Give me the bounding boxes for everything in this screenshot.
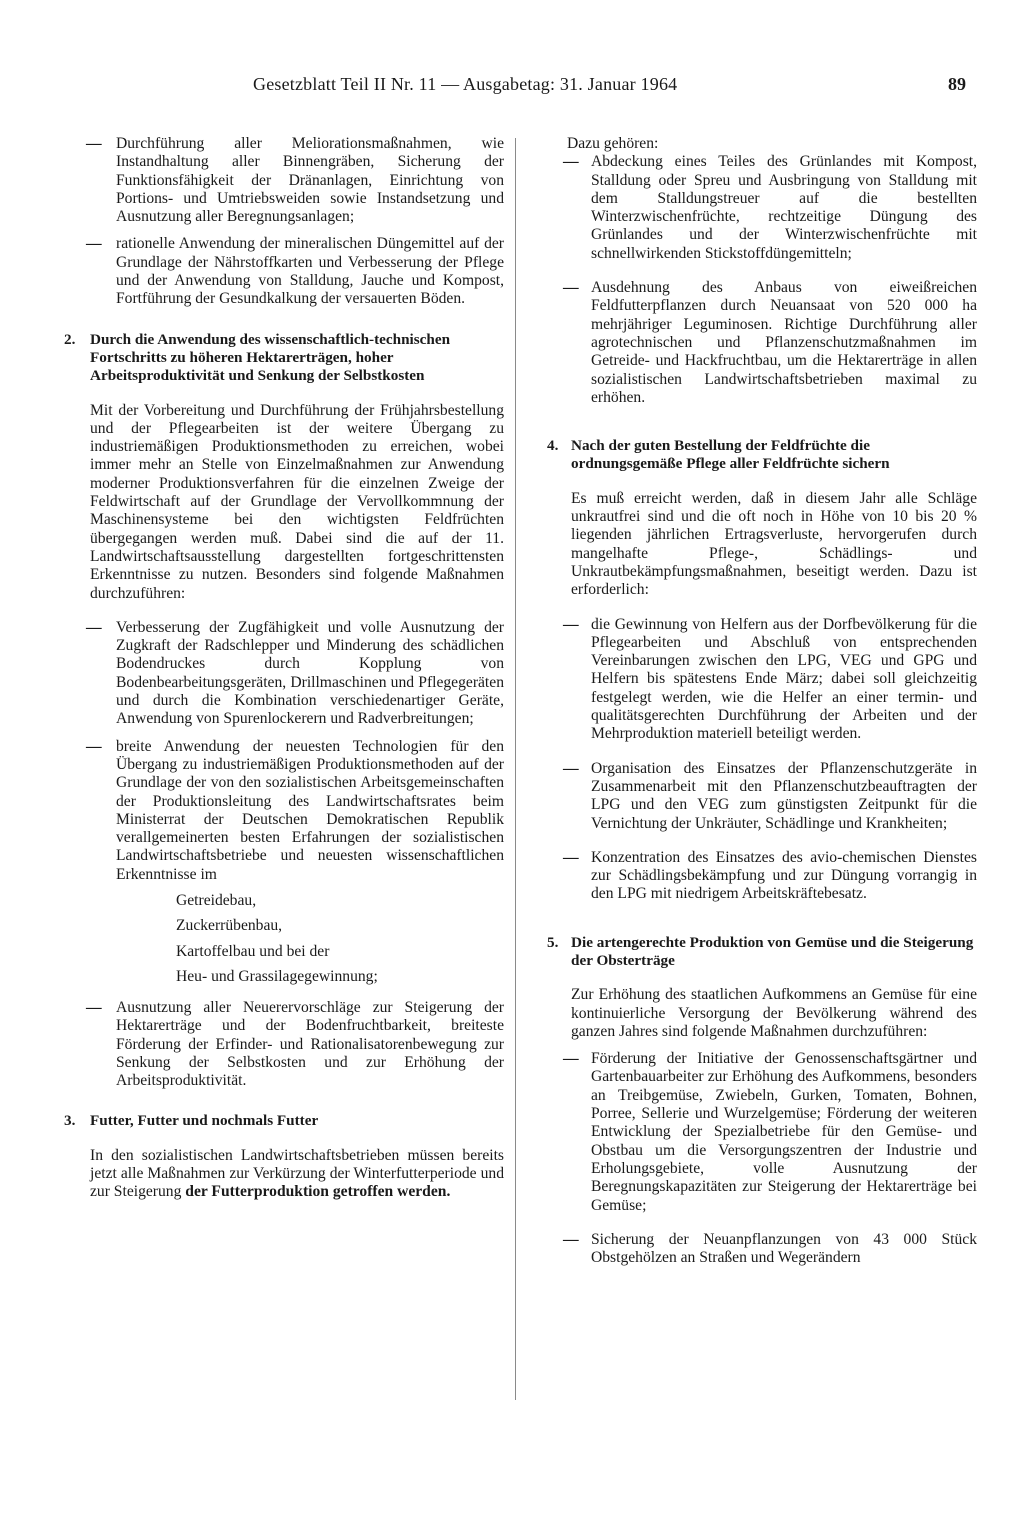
list-item-text: Konzentration des Einsatzes des avio-chemischen Dienstes zur Schädlingsbekämpfung und zur Düngung vorrangig in den LPG mit niedrigem Arbeitskräftebesatz. <box>591 848 977 903</box>
section-number: 4. <box>547 437 559 455</box>
list-item <box>64 235 504 308</box>
dash-marker: — <box>563 153 579 171</box>
section-heading <box>64 1112 504 1130</box>
list-item <box>547 849 977 904</box>
crop-item: Getreidebau, <box>176 891 257 909</box>
list-item-text: rationelle Anwendung der mineralischen Düngemittel auf der Grundlage der Nährstoffkarten und Verbesserung der Pflege und der Anwendung von Stalldung, Jauche und Kompost, Fortführung der Gesundkalkung der versauerten Böden. <box>116 235 504 308</box>
dash-marker: — <box>563 759 579 777</box>
section-title: Die artengerechte Produktion von Gemüse und die Steigerung der Obsterträge <box>571 933 974 969</box>
list-item <box>64 135 504 226</box>
list-item-text: Sicherung der Neuanpflanzungen von 43 000 Stück Obstgehölzen an Straßen und Wegerändern <box>591 1230 977 1267</box>
list-item-text: Durchführung aller Meliorationsmaßnahmen, wie Instandhaltung aller Binnengräben, Sicherung der Funktionsfähigkeit der Dränanlagen, Einrichtung von Portions- und Umtriebsweiden sowie Instandsetzung und Ausnutzung aller Beregnungsanlagen; <box>116 135 504 226</box>
dash-marker: — <box>563 615 579 633</box>
paragraph: Mit der Vorbereitung und Durchführung der Frühjahrsbestellung und der Pflegearbeiten ist der weitere Übergang zu industriemäßigen Produktionsmethoden zu erreichen, wobei immer mehr an Stelle von Einzelmaßnahmen zur Anwendung moderner Produktionsverfahren für die einzelnen Zweige der Feldwirtschaft auf der Grundlage der Vervollkommnung der Maschinensysteme bei den wichtigsten Feldfrüchten übergegangen werden muß. Dabei sind die auf der 11. Landwirtschaftsausstellung dargestellten fortgeschrittensten Erkenntnisse zu nutzen. Besonders sind folgende Maßnahmen durchzuführen: <box>90 401 504 602</box>
dash-marker: — <box>86 135 102 152</box>
page-header <box>0 74 1024 104</box>
page-number: 89 <box>948 74 966 94</box>
section-number: 2. <box>64 330 76 348</box>
intro-text: Dazu gehören: <box>567 135 659 152</box>
list-item <box>64 619 504 729</box>
column-divider <box>515 138 516 1400</box>
header-title: Gesetzblatt Teil II Nr. 11 — Ausgabetag: 31. Januar 1964 <box>253 74 678 94</box>
crop-item: Kartoffelbau und bei der <box>176 942 330 960</box>
paragraph-bold-text: der Futterproduktion getroffen werden. <box>185 1183 451 1201</box>
list-item <box>64 999 504 1090</box>
section-heading <box>547 437 977 474</box>
dash-marker: — <box>563 1050 579 1068</box>
section-heading <box>64 331 504 386</box>
list-item <box>547 279 977 407</box>
section-title: Futter, Futter und nochmals Futter <box>90 1112 319 1130</box>
list-item <box>547 616 977 744</box>
section-number: 3. <box>64 1112 76 1130</box>
left-column <box>64 135 504 1202</box>
section-title: Durch die Anwendung des wissenschaftlich-technischen Fortschritts zu höheren Hektarerträgen, hoher Arbeitsproduktivität und Senkung der Selbstkosten <box>90 330 451 385</box>
list-item <box>547 153 977 263</box>
section-number: 5. <box>547 933 559 951</box>
dash-marker: — <box>86 998 102 1016</box>
list-item-text: Verbesserung der Zugfähigkeit und volle Ausnutzung der Zugkraft der Radschlepper und Minderung des schädlichen Bodendruckes durch Kopplung von Bodenbearbeitungsgeräten, Drillmaschinen und Pflegegeräten und durch die Kombination verschiedenartiger Geräte, Anwendung von Spurenlockerern und Radverbreitungen; <box>116 618 504 728</box>
dash-marker: — <box>86 618 102 636</box>
list-item <box>547 1231 977 1268</box>
dash-marker: — <box>563 279 579 297</box>
dash-marker: — <box>86 235 102 253</box>
paragraph-text: In den sozialistischen Landwirtschaftsbetrieben müssen bereits jetzt alle Maßnahmen zur Verkürzung der Winterfutterperiode und zur Steigerung <box>90 1146 504 1201</box>
list-item-text: Ausdehnung des Anbaus von eiweißreichen Feldfutterpflanzen durch Neuansaat von 520 000 ha mehrjähriger Leguminosen. Richtige Durchführung aller agrotechnischen und Pflanzenschutzmaßnahmen im Getreide- und Hackfruchtbau, um die Hektarerträge in allen sozialistischen Landwirtschaftsbetrieben maximal zu erhöhen. <box>591 279 977 406</box>
section-heading <box>547 934 977 971</box>
list-item <box>547 1050 977 1215</box>
list-item-text: Organisation des Einsatzes der Pflanzenschutzgeräte in Zusammenarbeit mit den Pflanzenschutzbeauftragten der LPG und den VEG zum günstigsten Zeitpunkt für die Vernichtung der Unkräuter, Schädlinge und Krankheiten; <box>591 759 977 832</box>
list-item-text: Abdeckung eines Teiles des Grünlandes mit Kompost, Stalldung oder Spreu und Ausbringung von Stalldung mit dem Stalldungstreuer auf die bestellten Winterzwischenfrüchte, rechtzeitige Düngung des Grünlandes und der Winterzwischenfrüchte mit schnellwirkenden Stickstoffdüngemitteln; <box>591 153 977 262</box>
list-item <box>64 738 504 884</box>
dash-marker: — <box>563 848 579 866</box>
list-item <box>547 760 977 833</box>
dash-marker: — <box>86 737 102 755</box>
list-item-text: die Gewinnung von Helfern aus der Dorfbevölkerung für die Pflegearbeiten und Abschluß von entsprechenden Vereinbarungen zwischen den LPG, VEG und GPG und Helfern bis spätestens Ende März; dabei soll gleichzeitig festgelegt werden, wie die Helfer an einer termin- und qualitätsgerechten Durchführung der Arbeiten und der Mehrproduktion materiell beteiligt werden. <box>591 615 977 743</box>
paragraph <box>64 1147 504 1202</box>
right-column <box>547 135 977 1267</box>
crop-item: Heu- und Grassilagegewinnung; <box>176 968 378 986</box>
section-title: Nach der guten Bestellung der Feldfrüchte die ordnungsgemäße Pflege aller Feldfrüchte sichern <box>571 437 890 473</box>
list-item-text: Förderung der Initiative der Genossenschaftsgärtner und Gartenbauarbeiter zur Erhöhung des Aufkommens, besonders an Treibgemüse, Zwiebeln, Gurken, Tomaten, Bohnen, Porree, Sellerie und Wurzelgemüse; Förderung der weiteren Entwicklung der Spezialbetriebe für den Gemüse- und Obstbau um die Versorgungszentren der Industrie und Erholungsgebiete, volle Ausnutzung der Beregnungskapazitäten zur Steigerung der Hektarerträge bei Gemüse; <box>591 1050 977 1214</box>
list-item-text: breite Anwendung der neuesten Technologien für den Übergang zu industriemäßigen Produktionsmethoden auf der Grundlage der von den sozialistischen Arbeitsgemeinschaften der Produktionsleitung des Landwirtschaftsrates beim Ministerrat der Deutschen Demokratischen Republik verallgemeinerten besten Erfahrungen der sozialistischen Landwirtschaftsbetriebe und neuesten wissenschaftlichen Erkenntnisse im <box>116 737 504 883</box>
dash-marker: — <box>563 1230 579 1248</box>
paragraph: Es muß erreicht werden, daß in diesem Jahr alle Schläge unkrautfrei sind und die oft noch in Höhe von 10 bis 20 % liegenden jährlichen Ertragsverluste, hervorgerufen durch mangelhafte Pflege-, Schädlings- und Unkrautbekämpfungsmaßnahmen, beseitigt werden. Dazu ist erforderlich: <box>571 489 977 599</box>
list-item-text: Ausnutzung aller Neuerervorschläge zur Steigerung der Hektarerträge und der Bodenfruchtbarkeit, breiteste Förderung der Erfinder- und Rationalisatorenbewegung zur Senkung der Selbstkosten und zur Erhöhung der Arbeitsproduktivität. <box>116 998 504 1090</box>
crop-item: Zuckerrübenbau, <box>176 917 283 935</box>
paragraph: Zur Erhöhung des staatlichen Aufkommens an Gemüse für eine kontinuierliche Versorgung der Bevölkerung während des ganzen Jahres sind folgende Maßnahmen durchzuführen: <box>571 986 977 1040</box>
crop-list <box>64 888 504 990</box>
